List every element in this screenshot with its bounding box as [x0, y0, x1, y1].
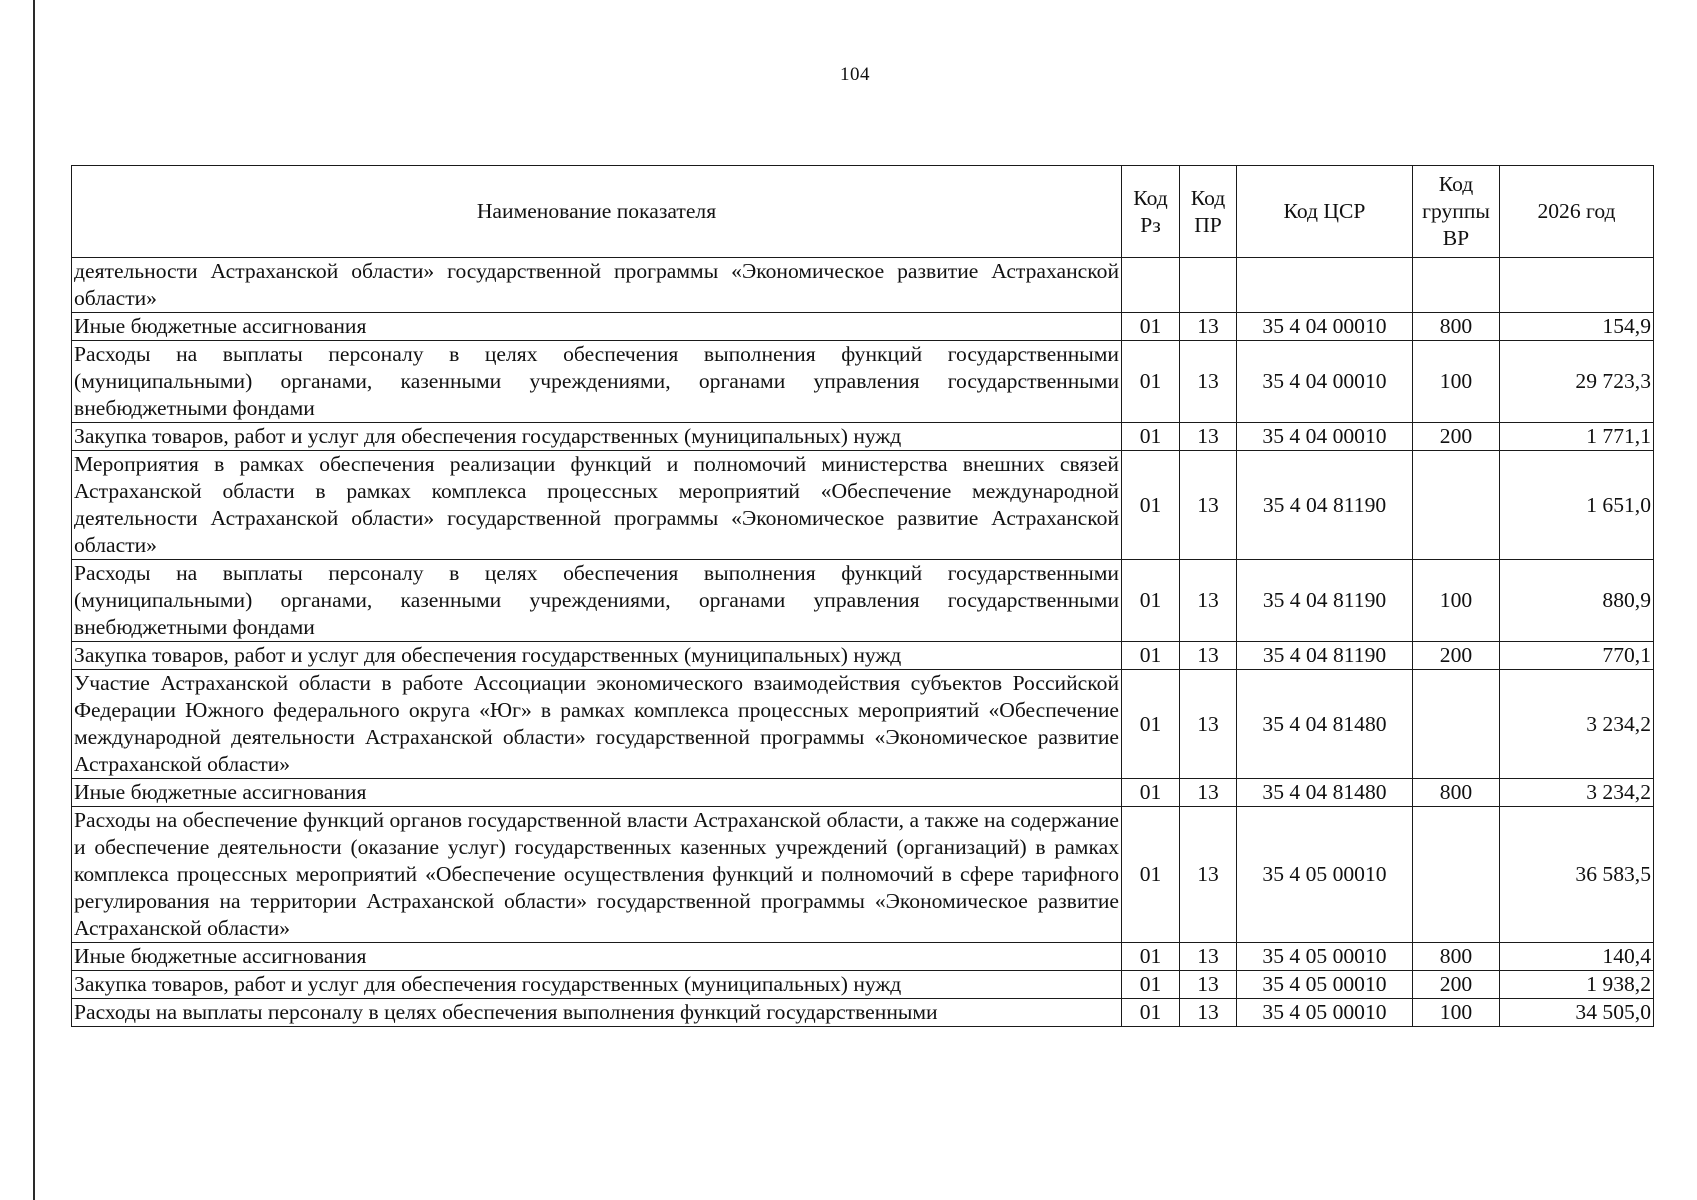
cell-rz: 01: [1122, 341, 1180, 423]
cell-pr: 13: [1180, 423, 1237, 451]
table-row: [72, 971, 1654, 999]
cell-amount: 140,4: [1500, 943, 1654, 971]
cell-amount: 3 234,2: [1500, 670, 1654, 779]
cell-pr: 13: [1180, 779, 1237, 807]
binding-margin-line: [33, 0, 35, 1200]
table-row: [72, 670, 1654, 779]
cell-pr: 13: [1180, 642, 1237, 670]
cell-pr: 13: [1180, 670, 1237, 779]
cell-rz: 01: [1122, 971, 1180, 999]
cell-vr: [1413, 451, 1500, 560]
header-pr: Код ПР: [1180, 166, 1237, 258]
cell-csr: 35 4 05 00010: [1237, 807, 1413, 943]
cell-amount: 154,9: [1500, 313, 1654, 341]
table-row: [72, 999, 1654, 1027]
cell-vr: 800: [1413, 313, 1500, 341]
cell-amount: [1500, 258, 1654, 313]
table-row: [72, 943, 1654, 971]
cell-rz: 01: [1122, 313, 1180, 341]
cell-vr: 100: [1413, 560, 1500, 642]
cell-pr: 13: [1180, 943, 1237, 971]
cell-pr: 13: [1180, 807, 1237, 943]
cell-name: Закупка товаров, работ и услуг для обеспечения государственных (муниципальных) нужд: [72, 423, 1122, 451]
table-row: [72, 451, 1654, 560]
cell-rz: 01: [1122, 670, 1180, 779]
header-vr: Код группы ВР: [1413, 166, 1500, 258]
cell-csr: 35 4 04 00010: [1237, 341, 1413, 423]
header-csr: Код ЦСР: [1237, 166, 1413, 258]
cell-rz: 01: [1122, 451, 1180, 560]
budget-table: [71, 165, 1654, 1027]
cell-amount: 770,1: [1500, 642, 1654, 670]
cell-rz: [1122, 258, 1180, 313]
cell-name: Иные бюджетные ассигнования: [72, 943, 1122, 971]
cell-name: Иные бюджетные ассигнования: [72, 313, 1122, 341]
cell-rz: 01: [1122, 779, 1180, 807]
cell-csr: 35 4 04 81190: [1237, 451, 1413, 560]
header-year: 2026 год: [1500, 166, 1654, 258]
cell-name: Расходы на выплаты персоналу в целях обеспечения выполнения функций государственными (муниципальными) органами, казенными учреждениями, органами управления государственными внебюджетными фондами: [72, 560, 1122, 642]
cell-vr: 100: [1413, 999, 1500, 1027]
cell-pr: 13: [1180, 451, 1237, 560]
cell-name: Иные бюджетные ассигнования: [72, 779, 1122, 807]
cell-amount: 1 651,0: [1500, 451, 1654, 560]
table-row: [72, 313, 1654, 341]
cell-csr: 35 4 05 00010: [1237, 999, 1413, 1027]
cell-pr: 13: [1180, 999, 1237, 1027]
cell-name: Расходы на обеспечение функций органов государственной власти Астраханской области, а также на содержание и обеспечение деятельности (оказание услуг) государственных казенных учреждений (организаций) в рамках комплекса процессных мероприятий «Обеспечение осуществления функций и полномочий в сфере тарифного регулирования на территории Астраханской области» государственной программы «Экономическое развитие Астраханской области»: [72, 807, 1122, 943]
cell-amount: 880,9: [1500, 560, 1654, 642]
cell-pr: 13: [1180, 971, 1237, 999]
cell-pr: 13: [1180, 313, 1237, 341]
cell-vr: 800: [1413, 779, 1500, 807]
cell-pr: 13: [1180, 341, 1237, 423]
table-header-row: [72, 166, 1654, 258]
table-body: [72, 258, 1654, 1027]
page-number: 104: [840, 64, 870, 85]
table-row: [72, 560, 1654, 642]
cell-rz: 01: [1122, 423, 1180, 451]
cell-pr: 13: [1180, 560, 1237, 642]
header-name: Наименование показателя: [72, 166, 1122, 258]
cell-amount: 36 583,5: [1500, 807, 1654, 943]
cell-amount: 1 938,2: [1500, 971, 1654, 999]
cell-vr: [1413, 670, 1500, 779]
cell-csr: 35 4 04 81480: [1237, 670, 1413, 779]
cell-amount: 29 723,3: [1500, 341, 1654, 423]
cell-vr: 200: [1413, 423, 1500, 451]
cell-csr: 35 4 04 81480: [1237, 779, 1413, 807]
cell-rz: 01: [1122, 642, 1180, 670]
cell-csr: 35 4 04 00010: [1237, 423, 1413, 451]
cell-csr: [1237, 258, 1413, 313]
cell-name: Участие Астраханской области в работе Ассоциации экономического взаимодействия субъектов Российской Федерации Южного федерального округа «Юг» в рамках комплекса процессных мероприятий «Обеспечение международной деятельности Астраханской области» государственной программы «Экономическое развитие Астраханской области»: [72, 670, 1122, 779]
header-rz: Код Рз: [1122, 166, 1180, 258]
cell-pr: [1180, 258, 1237, 313]
table-row: [72, 779, 1654, 807]
cell-csr: 35 4 05 00010: [1237, 971, 1413, 999]
cell-csr: 35 4 04 00010: [1237, 313, 1413, 341]
cell-name: Закупка товаров, работ и услуг для обеспечения государственных (муниципальных) нужд: [72, 971, 1122, 999]
cell-amount: 1 771,1: [1500, 423, 1654, 451]
cell-name: Расходы на выплаты персоналу в целях обеспечения выполнения функций государственными (муниципальными) органами, казенными учреждениями, органами управления государственными внебюджетными фондами: [72, 341, 1122, 423]
cell-vr: 800: [1413, 943, 1500, 971]
cell-vr: 100: [1413, 341, 1500, 423]
cell-vr: [1413, 258, 1500, 313]
cell-rz: 01: [1122, 999, 1180, 1027]
cell-amount: 34 505,0: [1500, 999, 1654, 1027]
cell-name: Мероприятия в рамках обеспечения реализации функций и полномочий министерства внешних связей Астраханской области в рамках комплекса процессных мероприятий «Обеспечение международной деятельности Астраханской области» государственной программы «Экономическое развитие Астраханской области»: [72, 451, 1122, 560]
cell-csr: 35 4 05 00010: [1237, 943, 1413, 971]
table-row: [72, 341, 1654, 423]
cell-amount: 3 234,2: [1500, 779, 1654, 807]
cell-vr: 200: [1413, 971, 1500, 999]
table-row: [72, 258, 1654, 313]
cell-name: деятельности Астраханской области» государственной программы «Экономическое развитие Астраханской области»: [72, 258, 1122, 313]
cell-name: Закупка товаров, работ и услуг для обеспечения государственных (муниципальных) нужд: [72, 642, 1122, 670]
table-row: [72, 423, 1654, 451]
table-row: [72, 807, 1654, 943]
cell-csr: 35 4 04 81190: [1237, 560, 1413, 642]
cell-csr: 35 4 04 81190: [1237, 642, 1413, 670]
cell-name: Расходы на выплаты персоналу в целях обеспечения выполнения функций государственными: [72, 999, 1122, 1027]
table-row: [72, 642, 1654, 670]
cell-vr: [1413, 807, 1500, 943]
cell-rz: 01: [1122, 943, 1180, 971]
cell-rz: 01: [1122, 807, 1180, 943]
cell-vr: 200: [1413, 642, 1500, 670]
cell-rz: 01: [1122, 560, 1180, 642]
